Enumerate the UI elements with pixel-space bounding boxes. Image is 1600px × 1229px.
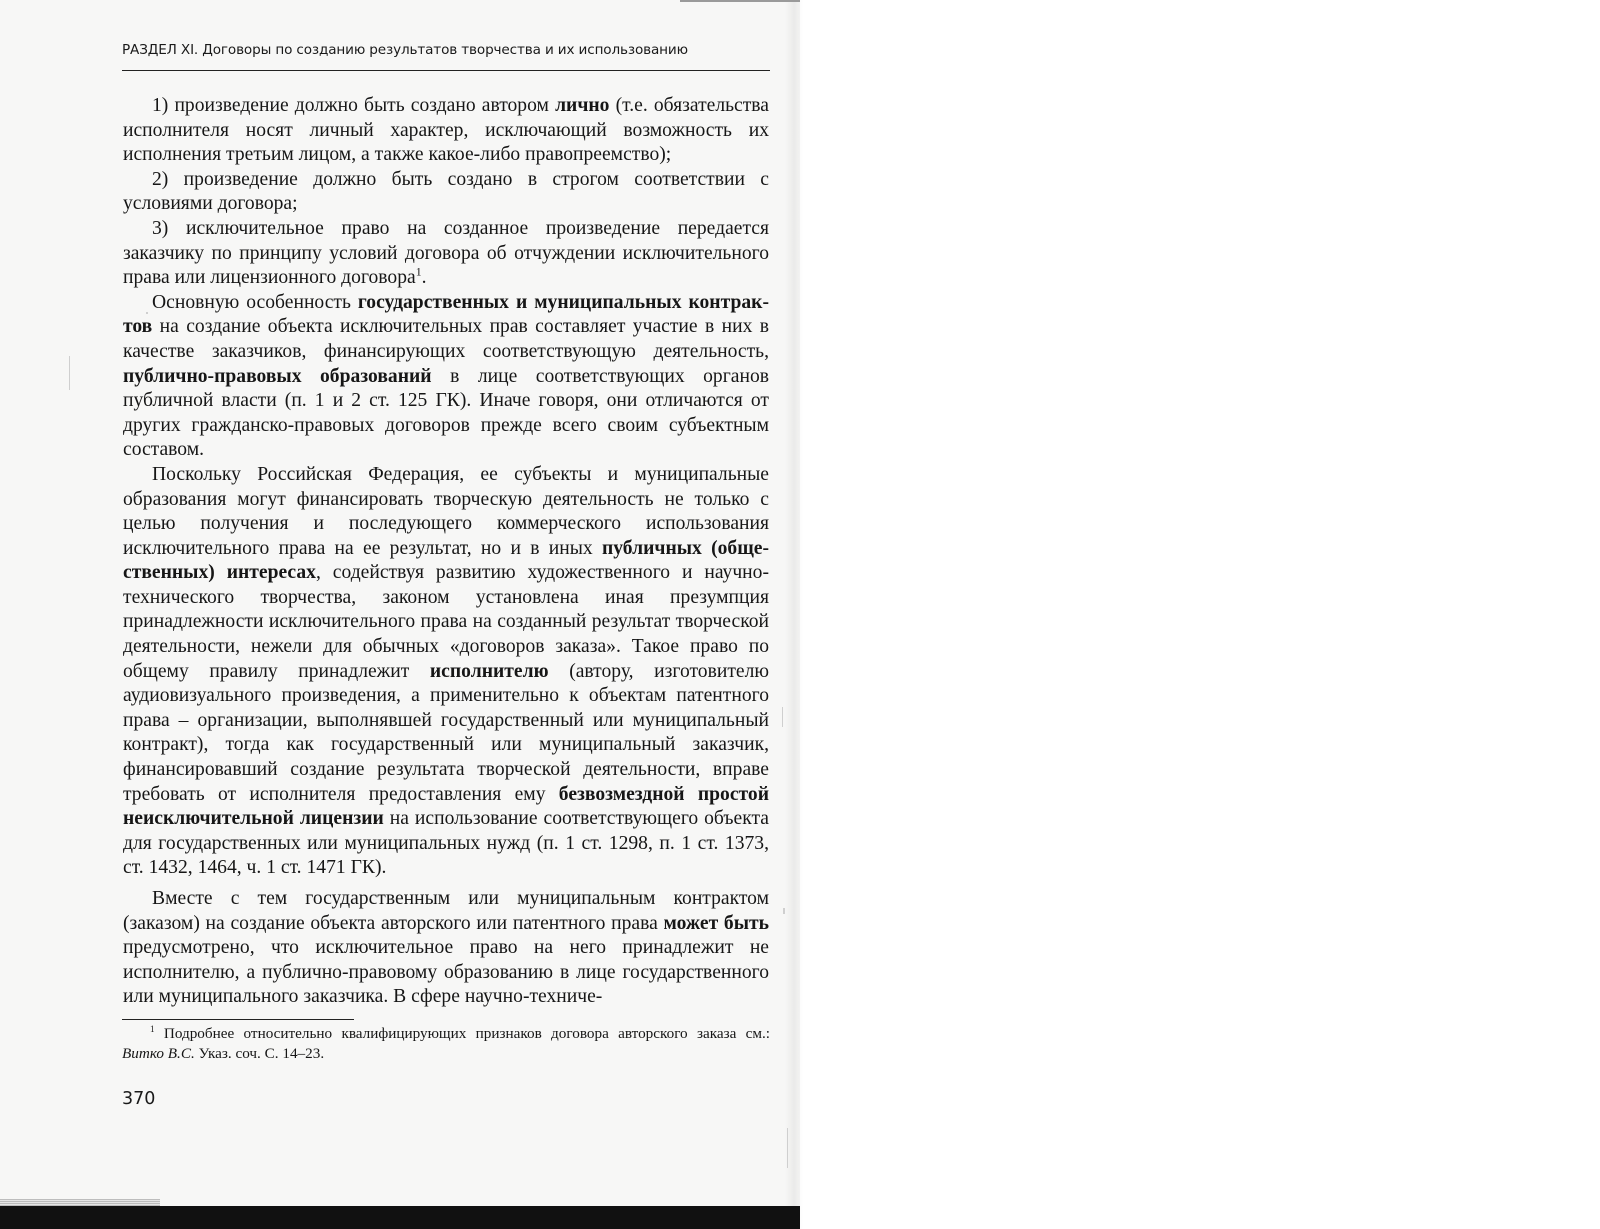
right-page-blank [800,0,1600,1229]
paragraph-item-3 [123,217,769,291]
text-run: (автору, изготовителю аудиовизуального произведения, а применительно к объектам патентного права – организации, выполнявшей государственный или муниципальный контракт), тогда как государственный или муниципальный заказчик, финансировавший создание результата творческой деятельности, вправе требовать от исполнителя предоставления ему [123,660,770,805]
text-run: в лице соответствующих органов публичной власти (п. 1 и 2 ст. 125 ГК). Иначе говоря, они отличаются от других гражданско-правовых договоров прежде всего своим субъектным составом. [123,365,769,461]
bold-term: исполнителю [429,660,549,682]
paragraph-item-2 [123,168,769,217]
scan-speck [782,707,783,727]
book-gutter [785,0,803,1229]
main-text [123,94,769,1010]
text-run: Основную особенность [152,291,358,313]
paragraph-government-contracts [123,291,769,463]
text-run: (т.е. обязательства исполнителя носят личный характер, исключающий возможность их исполнения третьим лицом, а также какое-либо правопреемство); [123,95,769,166]
bold-term: публичных (общественных) интересах [123,537,769,584]
footnote-author: Витко В.С. [122,1045,195,1062]
footnote-text [122,1024,770,1064]
text-run: Вместе с тем государственным или муниципальным контрактом (заказом) на создание объекта авторского или патентного права [123,888,769,934]
bold-term: лично [555,95,610,116]
footnote-rule [122,1019,354,1020]
page-edge-mark [680,0,800,2]
text-run: на создание объекта исключительных прав составляет участие в них в качестве заказчиков, финансирующих соответствующую деятельность, [123,316,769,362]
paragraph-russian-federation [123,463,769,881]
text-run: Указ. соч. С. 14–23. [194,1045,325,1062]
page-number: 370 [122,1089,156,1109]
footnote-reference: 1 [415,265,422,279]
running-head: РАЗДЕЛ XI. Договоры по созданию результатов творчества и их использованию [122,42,688,58]
text-run: . [421,267,427,289]
bold-term: государственных и муниципальных контрактов [123,291,769,338]
footnote [122,1024,770,1064]
scan-speck [787,1128,788,1168]
text-run: , содействуя развитию художественного и научно-технического творчества, законом установлена иная презумпция принадлежности исключительного права на созданный результат творческой деятельности, нежели для обычных «договоров заказа». Такое право по общему правилу принадлежит [123,562,769,682]
footnote-marker: 1 [150,1023,155,1034]
scan-speck [69,356,70,390]
bold-term: может быть [663,912,769,934]
text-run: 3) исключительное право на созданное произведение передается заказчику по принципу условий договора об отчуждении исключительного права или лицензионного договора [123,217,769,289]
paragraph-item-1 [123,94,769,168]
bold-term: публично-правовых образований [123,365,432,387]
scan-speck [783,908,785,914]
text-run: Подробнее относительно квалифицирующих признаков договора авторского заказа см.: [154,1025,770,1042]
text-run: 2) произведение должно быть создано в строгом соответствии с условиями договора; [123,168,769,215]
text-run: на использование соответствующего объекта для государственных или муниципальных нужд (п. 1 ст. 1298, п. 1 ст. 1373, ст. 1432, 1464, ч. 1 ст. 1471 ГК). [123,808,769,879]
text-run: предусмотрено, что исключительное право на него принадлежит не исполнителю, а публично-правовому образованию в лице государственного или муниципального заказчика. В сфере научно-техниче- [123,937,769,1008]
text-run: 1) произведение должно быть создано автором [152,95,556,116]
text-run: Поскольку Российская Федерация, ее субъекты и муниципальные образования могут финансировать творческую деятельность не только с целью получения и последующего коммерческого использования исключительного права на ее результат, но и в иных [123,463,769,559]
bold-term: безвозмездной простой неисключительной лицензии [123,783,769,830]
paragraph-contract-exception [123,887,769,1010]
scan-bottom-edge [0,1206,800,1229]
header-rule [122,70,770,71]
